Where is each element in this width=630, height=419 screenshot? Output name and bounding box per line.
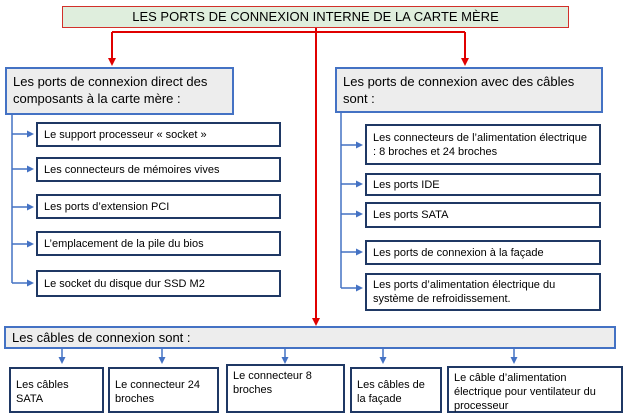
left-item-bios-battery: L’emplacement de la pile du bios [36, 231, 281, 256]
right-item-power-connectors: Les connecteurs de l’alimentation électrique : 8 broches et 24 broches [365, 124, 601, 165]
right-item-front-panel-ports: Les ports de connexion à la façade [365, 240, 601, 265]
bottom-group-connectors [62, 349, 514, 362]
left-item-ram-connectors: Les connecteurs de mémoires vives [36, 157, 281, 182]
diagram-title: LES PORTS DE CONNEXION INTERNE DE LA CARTE MÈRE [62, 6, 569, 28]
left-group-connectors [12, 115, 32, 283]
right-item-cooling-power: Les ports d’alimentation électrique du système de refroidissement. [365, 273, 601, 311]
left-item-pci-ports: Les ports d’extension PCI [36, 194, 281, 219]
right-group-header: Les ports de connexion avec des câbles sont : [335, 67, 603, 113]
left-item-socket: Le support processeur « socket » [36, 122, 281, 147]
bottom-item-24-pin-connector: Le connecteur 24 broches [108, 367, 219, 413]
right-group-connectors [341, 113, 361, 288]
bottom-item-sata-cables: Les câbles SATA [9, 367, 104, 413]
left-item-ssd-m2-socket: Le socket du disque dur SSD M2 [36, 270, 281, 297]
bottom-item-cpu-fan-power-cable: Le câble d’alimentation électrique pour ventilateur du processeur [447, 366, 623, 413]
right-item-ide-ports: Les ports IDE [365, 173, 601, 196]
left-group-header: Les ports de connexion direct des composants à la carte mère : [5, 67, 234, 115]
bottom-group-header: Les câbles de connexion sont : [4, 326, 616, 349]
bottom-item-front-panel-cables: Les câbles de la façade [350, 367, 442, 413]
bottom-item-8-pin-connector: Le connecteur 8 broches [226, 364, 345, 413]
right-item-sata-ports: Les ports SATA [365, 202, 601, 228]
